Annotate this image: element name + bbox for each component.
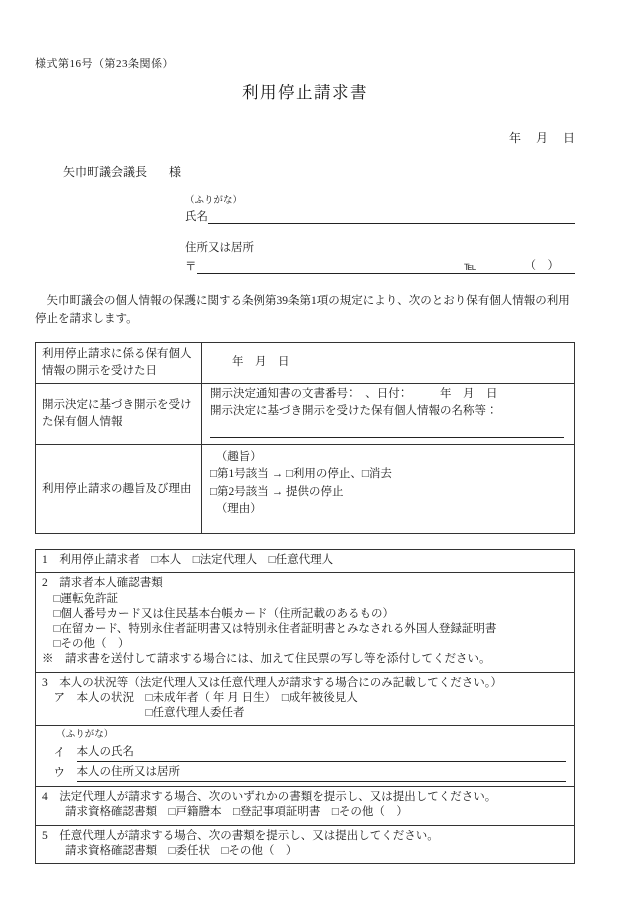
addressee-line <box>63 163 575 180</box>
name-field-line <box>185 207 575 224</box>
row-label: 利用停止請求に係る保有個人情報の開示を受けた日 <box>36 342 202 384</box>
name-label: 氏名 <box>185 211 208 223</box>
item2-checkbox-line: □第2号該当 → 提供の停止 <box>210 485 344 498</box>
other-checkbox-line: □その他（ ） <box>42 638 130 651</box>
principal-name-prefix: イ <box>42 747 77 760</box>
table1-row-purpose-reason <box>36 445 575 534</box>
requester-checkbox-line: 1 利用停止請求者 □本人 □法定代理人 □任意代理人 <box>42 554 334 567</box>
form-number: 様式第16号（第23条関係） <box>35 58 174 70</box>
date-line: 年 月 日 <box>508 131 575 145</box>
postal-mark: 〒 <box>185 261 197 273</box>
name-field-underline <box>208 223 575 224</box>
legal-agent-docs-checkbox-line: 請求資格確認書類 □戸籍謄本 □登記事項証明書 □その他（ ） <box>42 806 408 819</box>
row-label: 利用停止請求の趣旨及び理由 <box>36 445 202 534</box>
t2-row-requester <box>36 550 574 572</box>
residence-card-checkbox-line: □在留カード、特別永住者証明書又は特別永住者証明書とみなされる外国人登録証明書 <box>42 622 497 635</box>
disclosed-info-cell <box>210 386 566 442</box>
mail-note-line: ※ 請求書を送付して請求する場合には、加えて住民票の写し等を添付してください。 <box>42 653 491 666</box>
furigana-label: （ふりがな） <box>42 730 114 741</box>
table1-row-disclosure-date <box>36 342 575 384</box>
intro-paragraph: 矢巾町議会の個人情報の保護に関する条例第39条第1項の規定により、次のとおり保有個人情報の利用停止を請求します。 <box>35 295 570 325</box>
minor-adult-ward-checkbox-line: ア 本人の状況 □未成年者（ 年 月 日生） □成年被後見人 <box>42 691 358 704</box>
principal-address-prefix: ウ <box>42 767 77 780</box>
t2-row-voluntary-agent <box>36 825 574 863</box>
drivers-license-checkbox-line: □運転免許証 <box>42 592 118 605</box>
principal-address-line <box>42 762 568 782</box>
info-name-line: 開示決定に基づき開示を受けた保有個人情報の名称等： <box>210 405 498 418</box>
furigana-label: （ふりがな） <box>185 196 243 206</box>
t2-row-principal-name-address <box>36 725 574 786</box>
doc-number-line: 開示決定通知書の文書番号： 、日付： 年 月 日 <box>210 388 498 401</box>
principal-name-line <box>42 742 568 762</box>
row-value <box>202 445 575 534</box>
request-details-table <box>35 549 575 864</box>
legal-agent-heading: 4 法定代理人が請求する場合、次のいずれかの書類を提示し、又は提出してください。 <box>42 791 497 804</box>
info-name-underline <box>210 437 564 438</box>
page-title: 利用停止請求書 <box>242 83 368 102</box>
t2-row-principal-status <box>36 672 574 726</box>
voluntary-agent-docs-checkbox-line: 請求資格確認書類 □委任状 □その他（ ） <box>42 844 298 857</box>
postal-tel-line <box>185 257 575 274</box>
principal-name-field: 本人の氏名 <box>77 745 567 762</box>
date-placeholder: 年 月 日 <box>232 356 290 369</box>
principal-address-field: 本人の住所又は居所 <box>77 765 567 782</box>
reason-heading: （理由） <box>210 502 262 515</box>
applicant-block <box>185 192 575 274</box>
voluntary-agent-delegator-checkbox-line: □任意代理人委任者 <box>42 706 245 719</box>
tel-label: ℡ <box>464 260 477 273</box>
table1-row-disclosed-info <box>36 384 575 445</box>
mynumber-card-checkbox-line: □個人番号カード又は住民基本台帳カード（住所記載のあるもの） <box>42 607 394 620</box>
purpose-heading: （趣旨） <box>210 451 262 464</box>
tel-parens: （ ） <box>524 260 559 272</box>
honorific: 様 <box>169 165 182 179</box>
t2-row-identity-documents <box>36 572 574 671</box>
row-value <box>202 342 575 384</box>
row-value <box>202 384 575 445</box>
voluntary-agent-heading: 5 任意代理人が請求する場合、次の書類を提示し、又は提出してください。 <box>42 829 439 842</box>
address-field-underline <box>197 257 576 274</box>
row-label: 開示決定に基づき開示を受けた保有個人情報 <box>36 384 202 445</box>
item1-checkbox-line: □第1号該当 → □利用の停止、□消去 <box>210 468 392 481</box>
principal-status-heading: 3 本人の状況等（法定代理人又は任意代理人が請求する場合にのみ記載してください。） <box>42 676 502 689</box>
address-label: 住所又は居所 <box>185 242 254 254</box>
t2-row-legal-agent <box>36 786 574 824</box>
addressee-name: 矢巾町議会議長 <box>63 165 148 179</box>
purpose-cell <box>210 447 566 531</box>
disclosure-info-table <box>35 342 575 535</box>
identity-docs-heading: 2 請求者本人確認書類 <box>42 577 163 590</box>
